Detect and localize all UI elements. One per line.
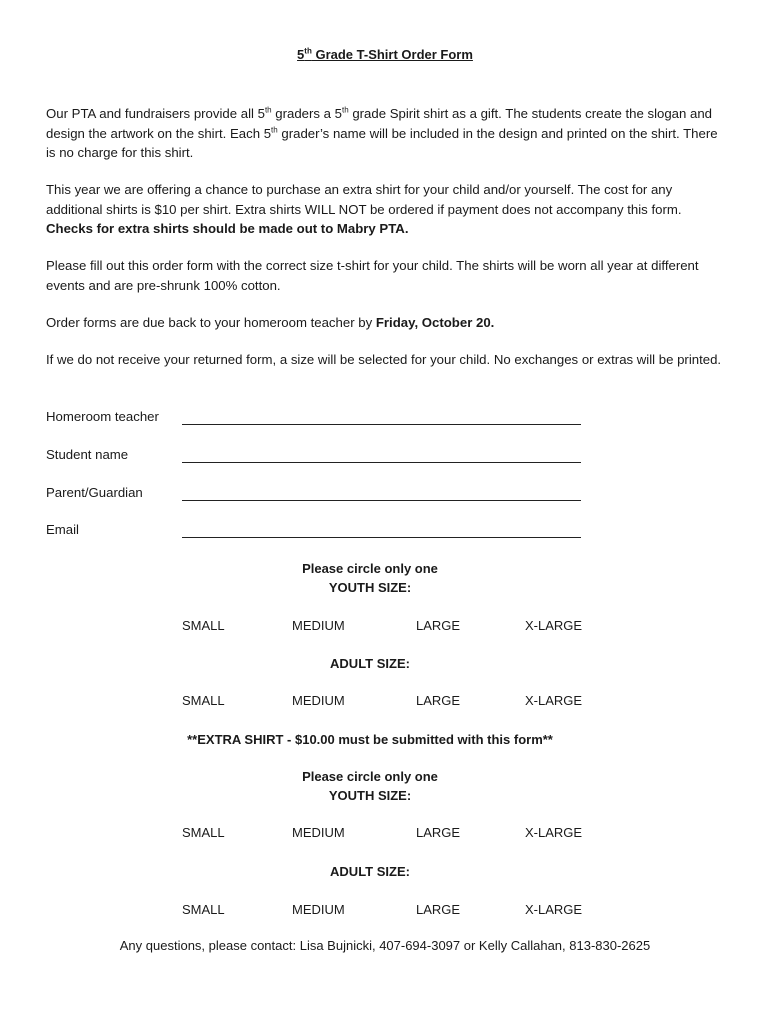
size-option-x-large[interactable]: X-LARGE [525,825,583,840]
fill-out-paragraph: Please fill out this order form with the correct size t-shirt for your child. The shirts will be worn all year at different events and are pre-shrunk 100% cotton. [46,258,699,293]
homeroom-teacher-field[interactable] [182,408,581,425]
circle-instruction: Please circle only one [302,561,438,576]
email-field[interactable] [182,521,581,538]
size-option-small[interactable]: SMALL [182,902,225,917]
size-option-medium[interactable]: MEDIUM [292,693,345,708]
youth-size-heading: YOUTH SIZE: [328,788,412,803]
parent-guardian-label: Parent/Guardian [46,485,143,500]
form-title: 5th Grade T-Shirt Order Form [297,46,473,62]
size-option-small[interactable]: SMALL [182,825,225,840]
circle-instruction: Please circle only one [302,769,438,784]
size-option-medium[interactable]: MEDIUM [292,902,345,917]
size-option-large[interactable]: LARGE [416,618,461,633]
size-option-x-large[interactable]: X-LARGE [525,618,583,633]
size-option-large[interactable]: LARGE [416,902,461,917]
size-option-small[interactable]: SMALL [182,618,225,633]
size-option-x-large[interactable]: X-LARGE [525,902,583,917]
size-option-small[interactable]: SMALL [182,693,225,708]
adult-size-heading: ADULT SIZE: [330,656,410,671]
contact-footer: Any questions, please contact: Lisa Bujnicki, 407-694-3097 or Kelly Callahan, 813-830-2625 [119,938,651,953]
extra-shirt-paragraph: This year we are offering a chance to purchase an extra shirt for your child and/or yourself. The cost for any additional shirts is $10 per shirt. Extra shirts WILL NOT be ordered if payment does not accompany this form. Checks for extra shirts should be made out to Mabry PTA. [46,182,682,236]
due-date-paragraph: Order forms are due back to your homeroom teacher by Friday, October 20. [46,315,495,330]
size-option-large[interactable]: LARGE [416,693,461,708]
size-option-medium[interactable]: MEDIUM [292,618,345,633]
intro-paragraph: Our PTA and fundraisers provide all 5th graders a 5th grade Spirit shirt as a gift. The students create the slogan and design the artwork on the shirt. Each 5th grader’s name will be included in the design and printed on the shirt. There is no charge for this shirt. [46,105,718,160]
email-label: Email [46,522,79,537]
size-option-x-large[interactable]: X-LARGE [525,693,583,708]
student-name-label: Student name [46,447,129,462]
adult-size-heading: ADULT SIZE: [330,864,410,879]
extra-shirt-note: **EXTRA SHIRT - $10.00 must be submitted with this form** [187,732,553,747]
parent-guardian-field[interactable] [182,484,581,501]
student-name-field[interactable] [182,446,581,463]
homeroom-teacher-label: Homeroom teacher [46,409,159,424]
youth-size-heading: YOUTH SIZE: [328,580,412,595]
size-option-medium[interactable]: MEDIUM [292,825,345,840]
default-size-paragraph: If we do not receive your returned form, a size will be selected for your child. No exchanges or extras will be printed. [46,352,722,367]
size-option-large[interactable]: LARGE [416,825,461,840]
